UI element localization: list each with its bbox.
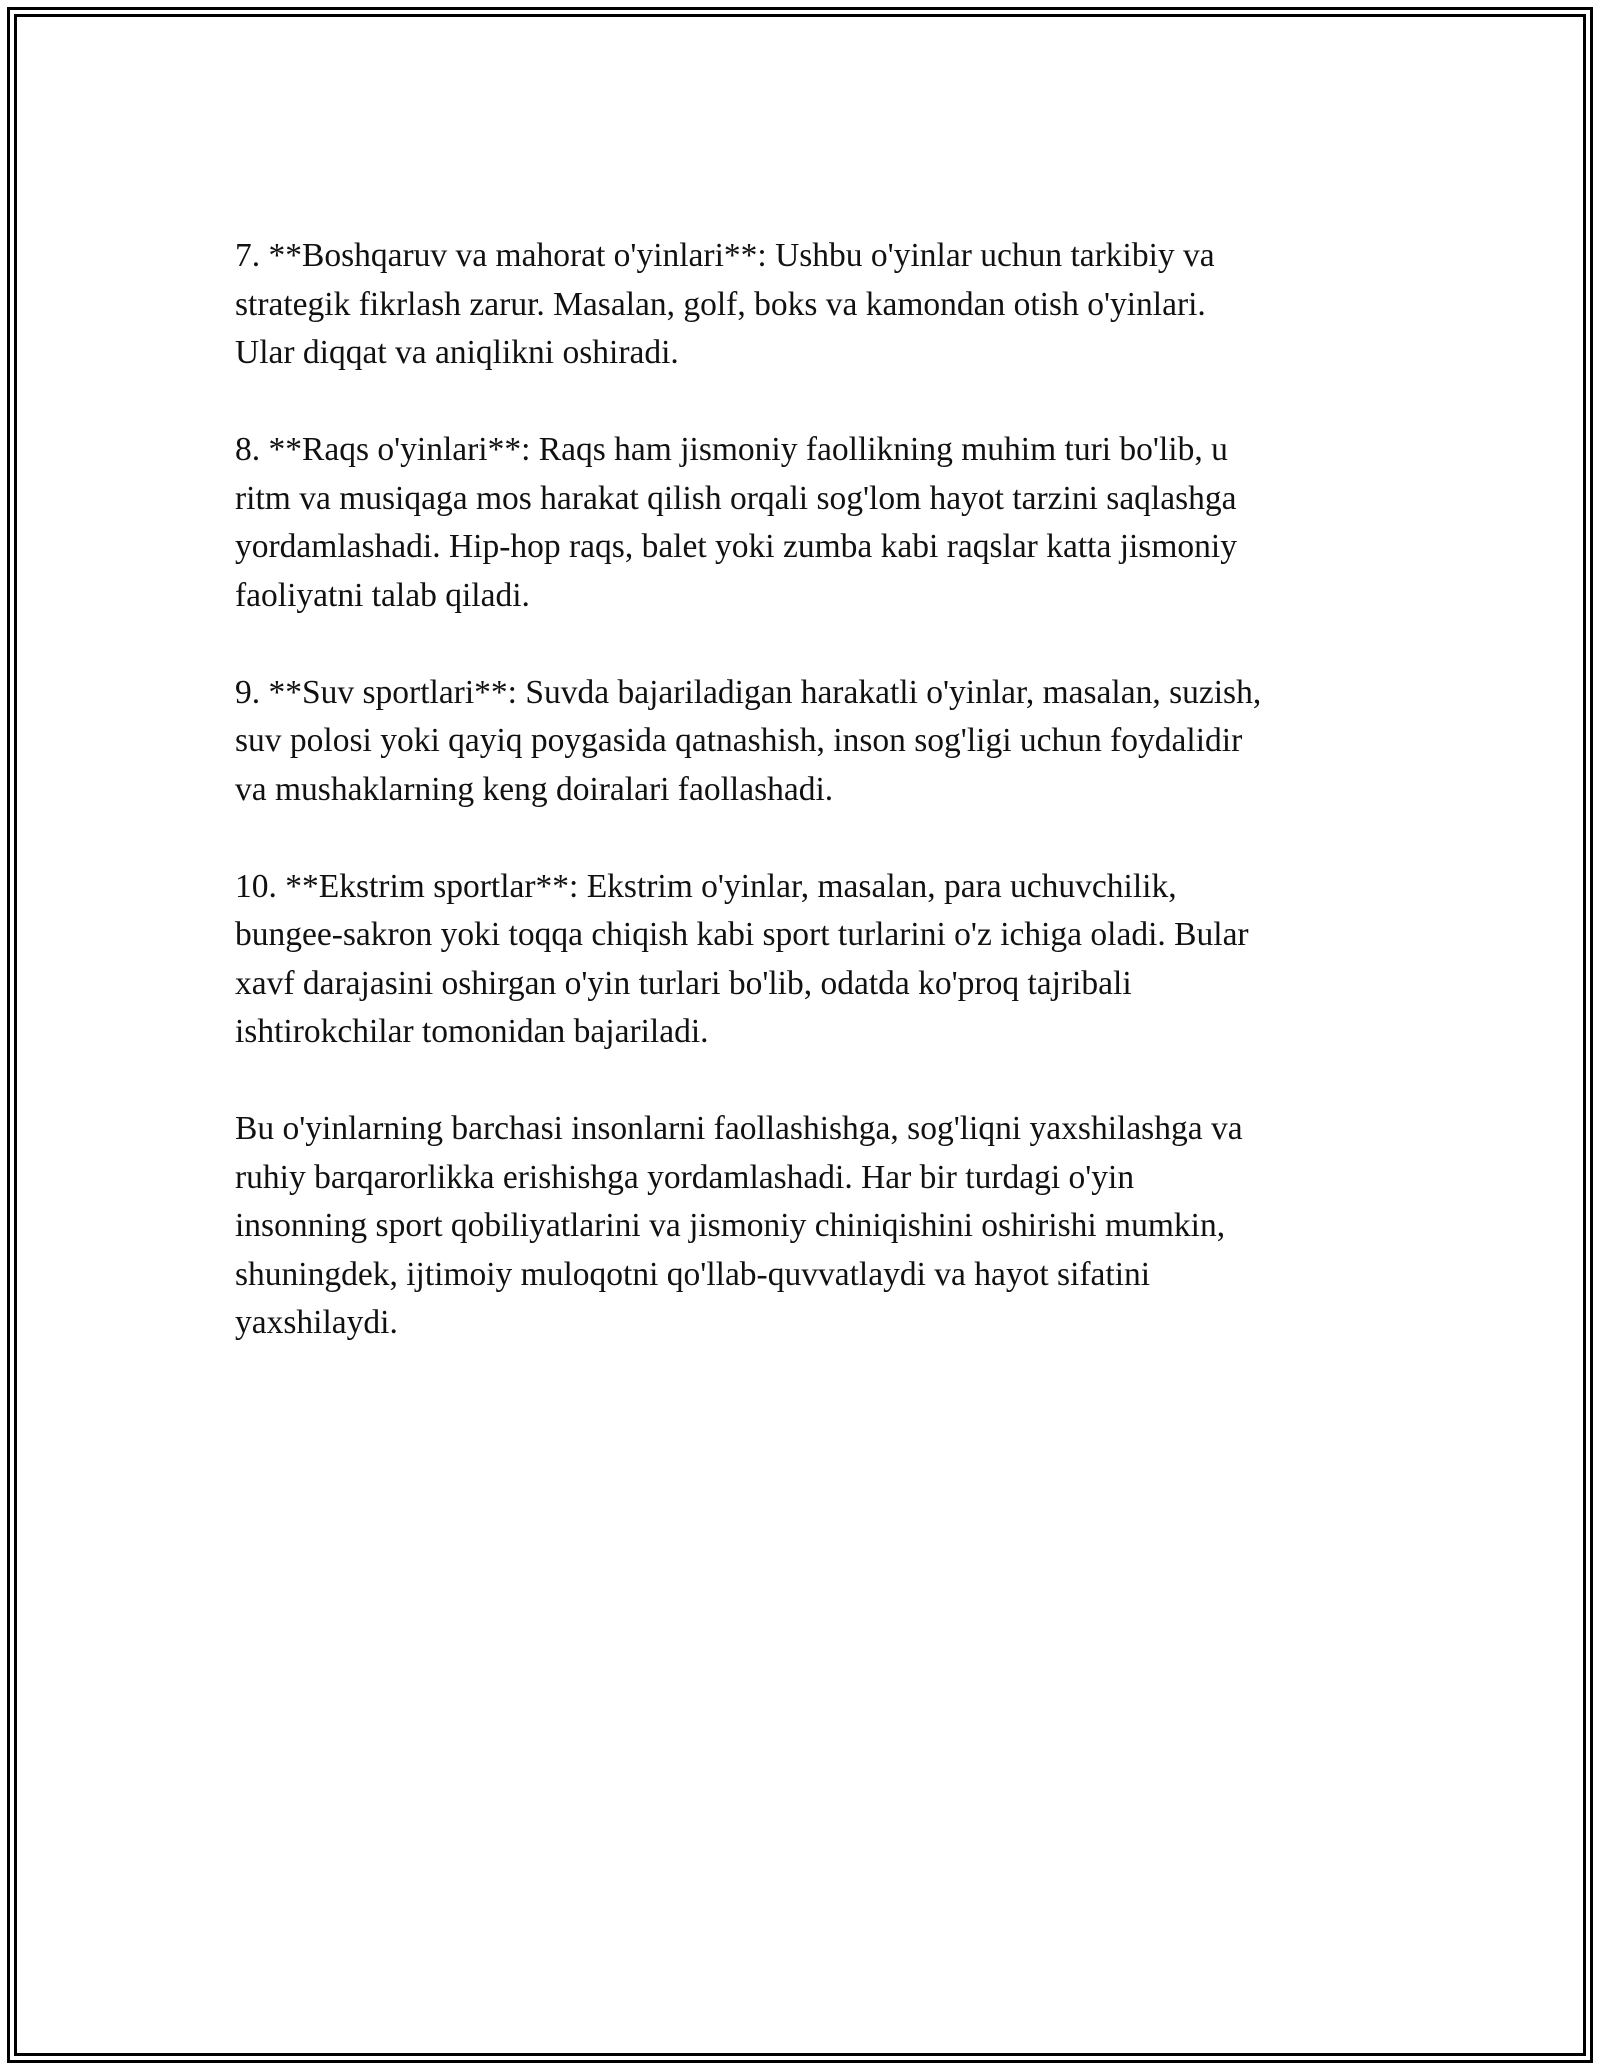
- paragraph-raqs: 8. **Raqs o'yinlari**: Raqs ham jismoniy faollikning muhim turi bo'lib, u ritm va musiqaga mos harakat qilish orqali sog'lom hayot tarzini saqlashga yordamlashadi. Hip-hop raqs, balet yoki zumba kabi raqslar katta jismoniy faoliyatni talab qiladi.: [235, 431, 1237, 614]
- document-body: [235, 232, 1365, 1396]
- paragraph-ekstrim-sportlar: 10. **Ekstrim sportlar**: Ekstrim o'yinlar, masalan, para uchuvchilik, bungee-sakron yoki toqqa chiqish kabi sport turlarini o'z ichiga oladi. Bular xavf darajasini oshirgan o'yin turlari bo'lib, odatda ko'proq tajribali ishtirokchilar tomonidan bajariladi.: [235, 867, 1249, 1050]
- paragraph-suv-sportlari: 9. **Suv sportlari**: Suvda bajariladigan harakatli o'yinlar, masalan, suzish, suv polosi yoki qayiq poygasida qatnashish, inson sog'ligi uchun foydalidir va mushaklarning keng doiralari faollashadi.: [235, 673, 1262, 808]
- paragraph-conclusion: Bu o'yinlarning barchasi insonlarni faollashishga, sog'liqni yaxshilashga va ruhiy barqarorlikka erishishga yordamlashadi. Har bir turdagi o'yin insonning sport qobiliyatlarini va jismoniy chiniqishini oshirishi mumkin, shuningdek, ijtimoiy muloqotni qo'llab-quvvatlaydi va hayot sifatini yaxshilaydi.: [235, 1110, 1243, 1341]
- paragraph-boshqaruv: 7. **Boshqaruv va mahorat o'yinlari**: Ushbu o'yinlar uchun tarkibiy va strategik fikrlash zarur. Masalan, golf, boks va kamondan otish o'yinlari. Ular diqqat va aniqlikni oshiradi.: [235, 237, 1215, 371]
